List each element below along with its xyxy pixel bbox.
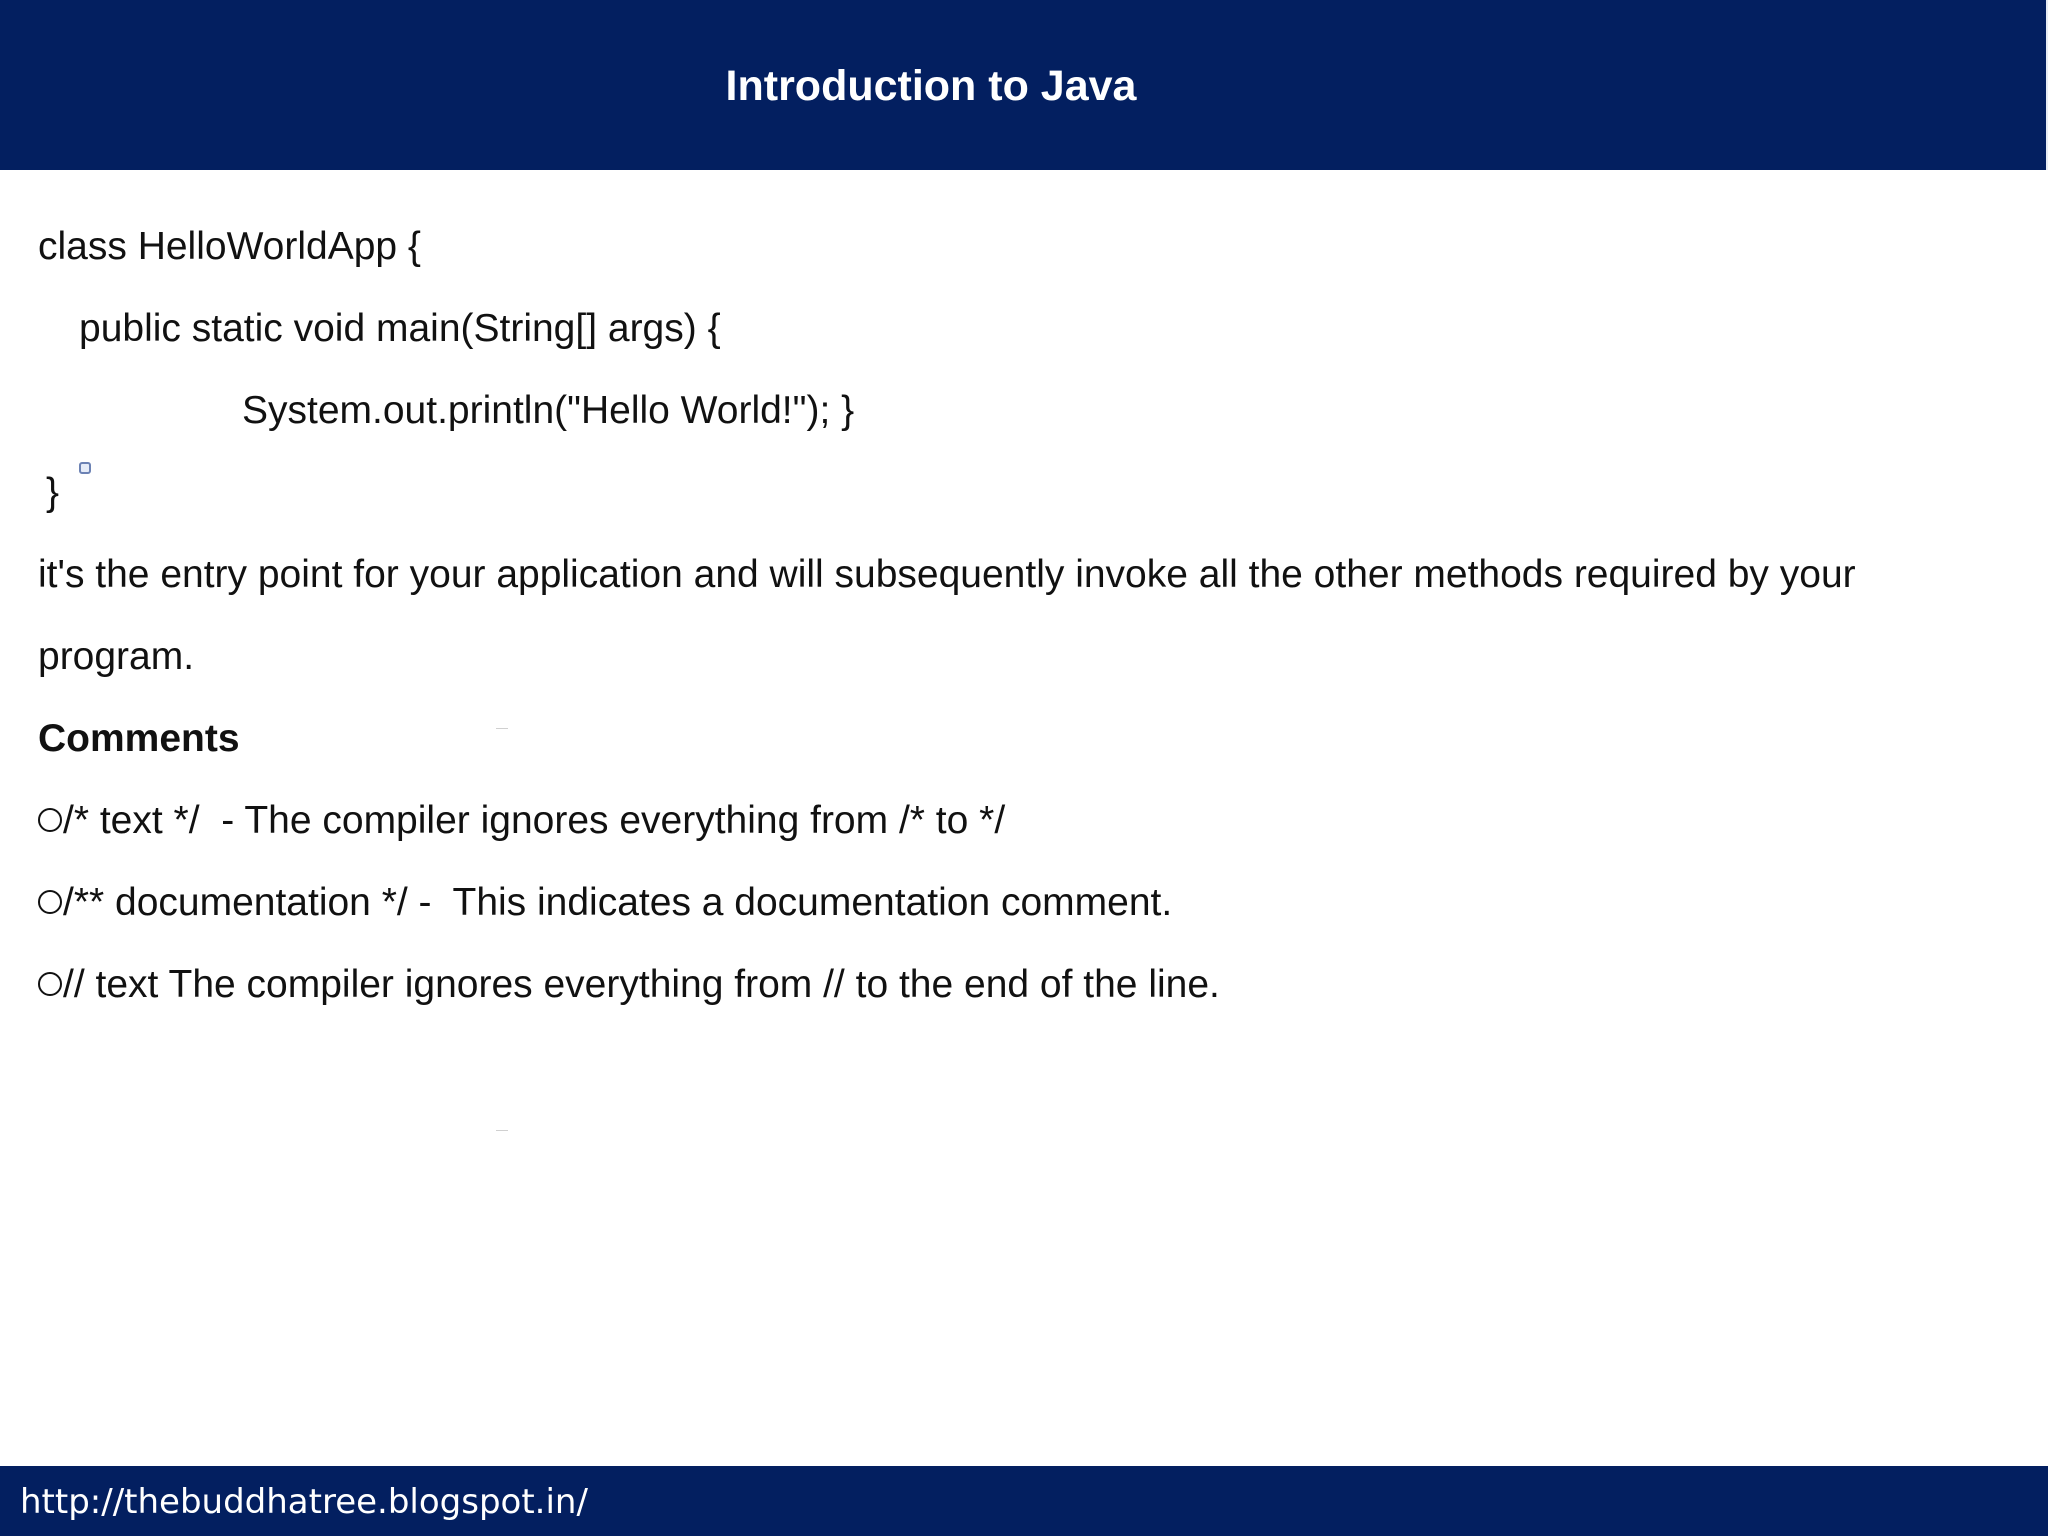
divider-tick bbox=[496, 728, 508, 729]
code-line-println: System.out.println("Hello World!"); } bbox=[242, 389, 855, 432]
footer-url: http://thebuddhatree.blogspot.in/ bbox=[20, 1482, 588, 1522]
code-line-main: public static void main(String[] args) { bbox=[79, 307, 721, 350]
code-line-close-brace: } bbox=[46, 471, 60, 514]
bullet-block-comment bbox=[38, 796, 1005, 846]
bullet-circle-icon bbox=[38, 972, 62, 996]
bullet-circle-icon bbox=[38, 890, 62, 914]
bullet-doc-comment bbox=[38, 878, 1172, 928]
footer-bar bbox=[0, 1466, 2048, 1536]
code-line-class: class HelloWorldApp { bbox=[38, 225, 421, 268]
description-line-2: program. bbox=[38, 635, 195, 678]
bullet-text: /** documentation */ - This indicates a documentation comment. bbox=[63, 881, 1173, 924]
bullet-line-comment bbox=[38, 960, 1220, 1010]
slide-title: Introduction to Java bbox=[725, 62, 1137, 110]
anchor-icon bbox=[79, 462, 91, 474]
bullet-text: /* text */ - The compiler ignores everything from /* to */ bbox=[63, 799, 1006, 842]
comments-heading: Comments bbox=[38, 717, 240, 760]
bullet-circle-icon bbox=[38, 808, 62, 832]
bullet-text: // text The compiler ignores everything from // to the end of the line. bbox=[63, 963, 1220, 1006]
divider-tick bbox=[496, 1130, 508, 1131]
description-line-1: it's the entry point for your application and will subsequently invoke all the other methods required by your bbox=[38, 553, 1856, 596]
